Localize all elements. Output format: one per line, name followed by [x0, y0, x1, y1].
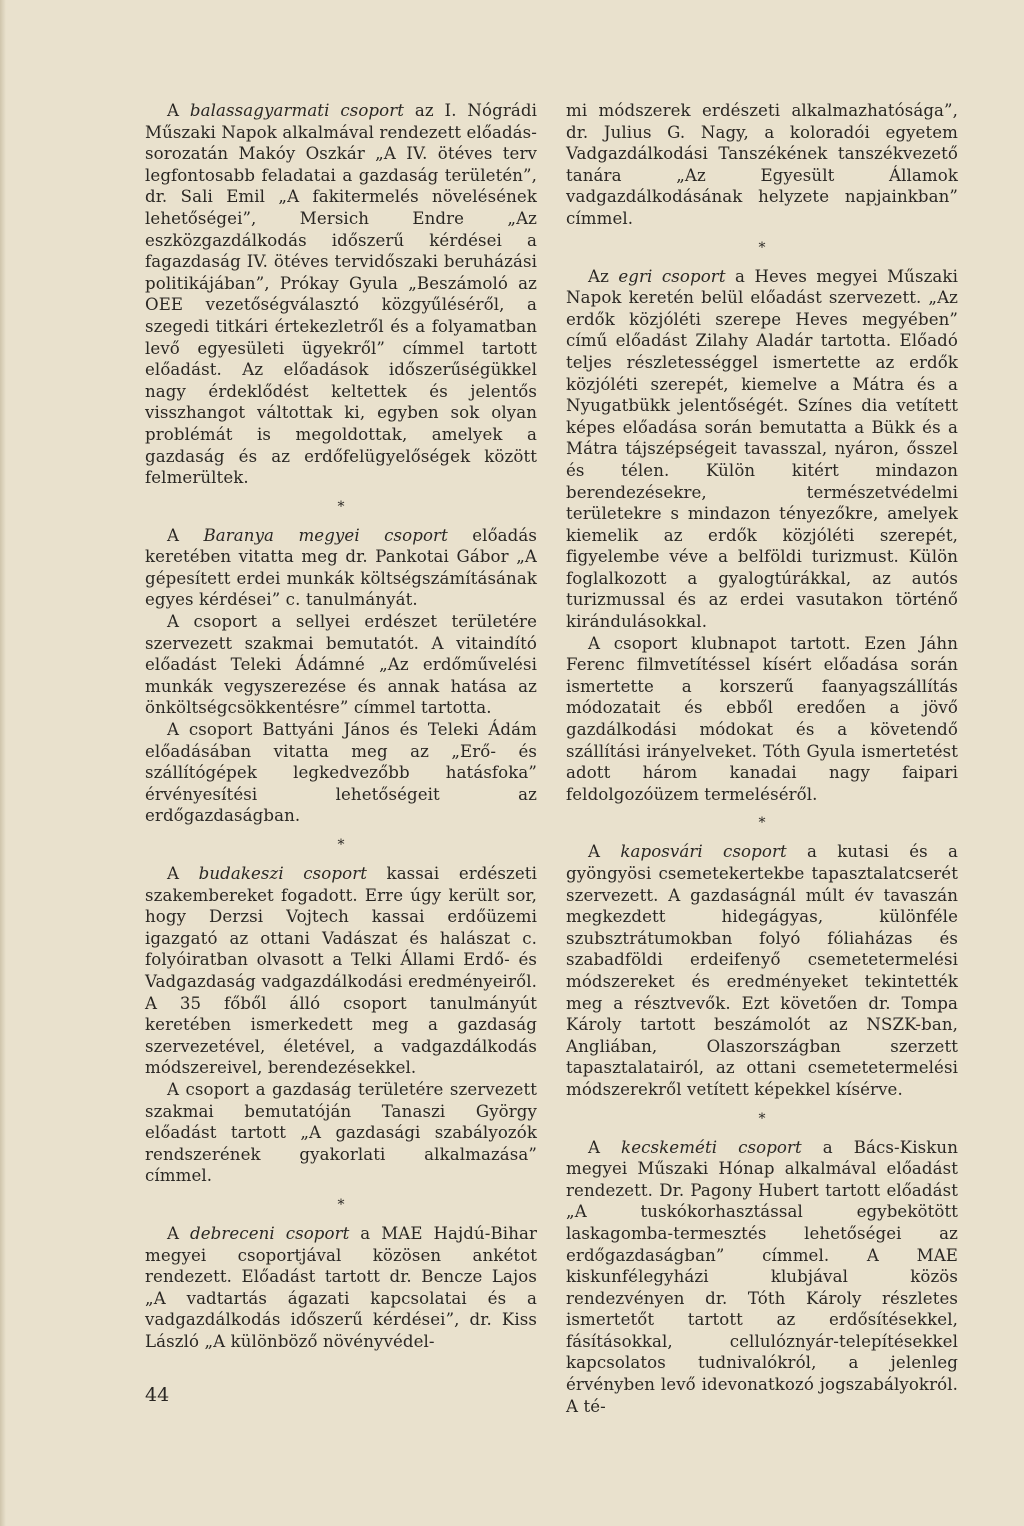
paragraph-debreceni-continued: mi módszerek erdészeti alkalmazhatósága”, dr. Julius G. Nagy, a koloradói egyetem Vadgazdálkodási Tanszékének tanszékvezető tanára „Az Egyesült Államok vadgazdálkodásának helyzete napjainkban” címmel.: [566, 101, 958, 228]
text-body: kassai erdészeti szakembereket fogadott. Erre úgy került sor, hogy Derzsi Vojtech kassai erdőüzemi igazgató az ottani Vadászat és halászat c. folyóiratban olvasott a Telki Állami Erdő- és Vadgazdaság vadgazdálkodási eredményeiről. A 35 főből álló csoport tanulmányút keretében ismerkedett meg a gazdaság szervezetével, életével, a vadgazdálkodás módszereivel, berendezésekkel.: [145, 864, 537, 1078]
text-body: a Bács-Kiskun megyei Műszaki Hónap alkalmával előadást rendezett. Dr. Pagony Hubert tartott előadást „A tuskókorhasztással egybekötött laskagomba-termesztés lehetőségei az erdőgazdaságban” címmel. A MAE kiskunfélegyházi klubjával közös rendezvényen dr. Tóth Károly részletes ismertetőt tartott az erdősítésekkel, fásításokkal, cellulóznyár-telepítésekkel kapcsolatos tudnivalókról, a jelenleg érvényben levő idevonatkozó jogszabályokról. A té-: [566, 1137, 958, 1416]
paragraph-egri: [566, 266, 958, 633]
section-separator-star: *: [337, 837, 345, 853]
group-name-balassagyarmati: balassagyarmati csoport: [189, 101, 405, 120]
text-lead: A: [167, 1223, 190, 1243]
section-separator-star: *: [758, 815, 766, 832]
paragraph-budakeszi: [145, 863, 537, 1079]
text-body: előadás keretében vitatta meg dr. Pankotai Gábor „A gépesített erdei munkák költségszámításának egyes kérdései” c. tanulmányát.: [145, 525, 537, 610]
group-name-kecskemeti: kecskeméti csoport: [621, 1137, 802, 1157]
section-separator-star: *: [337, 498, 345, 515]
text-lead: A: [588, 1137, 622, 1157]
text-body: a MAE Hajdú-Bihar megyei csoportjával közösen ankétot rendezett. Előadást tartott dr. Bencze Lajos „A vadtartás ágazati kapcsolatai és a vadgazdálkodás időszerű kérdései”, dr. Kiss László „A különböző növényvédel-: [145, 1223, 538, 1351]
group-name-egri: egri csoport: [618, 266, 726, 286]
paragraph-budakeszi-2: A csoport a gazdaság területére szervezett szakmai bemutatóján Tanaszi György előadást tartott „A gazdasági szabályozók rendszerének gyakorlati alkalmazása” címmel.: [145, 1079, 537, 1186]
text-body: a kutasi és a gyöngyösi csemetekertekbe tapasztalatcserét szervezett. A gazdaságnál múlt év tavaszán megkezdett hidegágyas, különféle szubsztrátumokban folyó fóliaházas és szabadföldi erdeifenyő csemetetermelési módszereket és eredményeket tekintették meg a résztvevők. Ezt követően dr. Tompa Károly tartott beszámolót az NSZK-ban, Angliában, Olaszországban szerzett tapasztalatairól, az ottani csemetetermelési módszerekről vetített képekkel kísérve.: [566, 842, 958, 1099]
page-number: 44: [145, 1384, 170, 1406]
group-name-baranya: Baranya megyei csoport: [203, 525, 448, 545]
text-lead: A: [588, 842, 621, 862]
text-lead: A: [167, 101, 190, 120]
paragraph-kecskemeti: [566, 1137, 958, 1418]
paragraph-baranya: [145, 525, 537, 611]
section-separator-star: *: [758, 239, 766, 256]
page-edge-shadow: [0, 0, 6, 1526]
right-column: [566, 100, 958, 1417]
text-body: az I. Nógrádi Műszaki Napok alkalmával rendezett előadás-sorozatán Makóy Oszkár „A IV. ötéves terv legfontosabb feladatai a gazdaság területén”, dr. Sali Emil „A fakitermelés növelésének lehetőségei”, Mersich Endre „Az eszközgazdálkodás időszerű kérdései a fagazdaság IV. ötéves tervidőszaki beruházási politikájában”, Prókay Gyula „Beszámoló az OEE vezetőségválasztó közgyűléséről, a szegedi titkári értekezletről és a folyamatban levő egyesületi ügyekről” címmel tartott előadást. Az előadások időszerűségükkel nagy érdeklődést keltettek és jelentős visszhangot váltottak ki, egyben sok olyan problémát is megoldottak, amelyek a gazdaság és az erdőfelügyelőségek között felmerültek.: [145, 101, 538, 488]
text-lead: A: [167, 864, 199, 883]
left-column: [145, 100, 537, 1352]
section-separator-star: *: [337, 1196, 345, 1213]
paragraph-egri-2: A csoport klubnapot tartott. Ezen Jáhn Ferenc filmvetítéssel kísért előadása során ismertette a korszerű faanyagszállítás módozatait és ebből eredően a jövő gazdálkodási módokat és a követendő szállítási irányelveket. Tóth Gyula ismertetést adott három kanadai nagy faipari feldolgozóüzem termeléséről.: [566, 633, 958, 804]
group-name-kaposvari: kaposvári csoport: [620, 842, 787, 862]
paragraph-kaposvari: [566, 841, 958, 1100]
paragraph-debreceni: [145, 1223, 537, 1353]
paragraph-baranya-2: A csoport a sellyei erdészet területére szervezett szakmai bemutatót. A vitaindító előadást Teleki Ádámné „Az erdőművelési munkák vegyszerezése és annak hatása az önköltségcsökkentésre” címmel tartotta.: [145, 612, 537, 718]
paragraph-baranya-3: A csoport Battyáni János és Teleki Ádám előadásában vitatta meg az „Erő- és szállítógépek legkedvezőbb hatásfoka” érvényesítési lehetőségeit az erdőgazdaságban.: [145, 720, 537, 826]
section-separator-star: *: [758, 1110, 766, 1127]
group-name-budakeszi: budakeszi csoport: [198, 864, 368, 883]
text-body: a Heves megyei Műszaki Napok keretén belül előadást szervezett. „Az erdők közjóléti szerepe Heves megyében” című előadást Zilahy Aladár tartotta. Előadó teljes részletességgel ismertette az erdők közjóléti szerepét, kiemelve a Mátra és a Nyugatbükk jelentőségét. Színes dia vetített képes előadása során bemutatta a Bükk és a Mátra tájszépségeit tavasszal, nyáron, ősszel és télen. Külön kitért mindazon berendezésekre, természetvédelmi területekre s mindazon tényezőkre, amelyek kiemelik az erdők közjóléti szerepét, figyelembe véve a belföldi turizmust. Külön foglalkozott a gyalogtúrákkal, az autós turizmussal és az erdei vasutakon történő kirándulásokkal.: [566, 266, 958, 632]
text-lead: Az: [588, 266, 619, 286]
paragraph-balassagyarmat: [145, 100, 537, 489]
group-name-debreceni: debreceni csoport: [189, 1223, 350, 1243]
text-lead: A: [167, 525, 204, 545]
